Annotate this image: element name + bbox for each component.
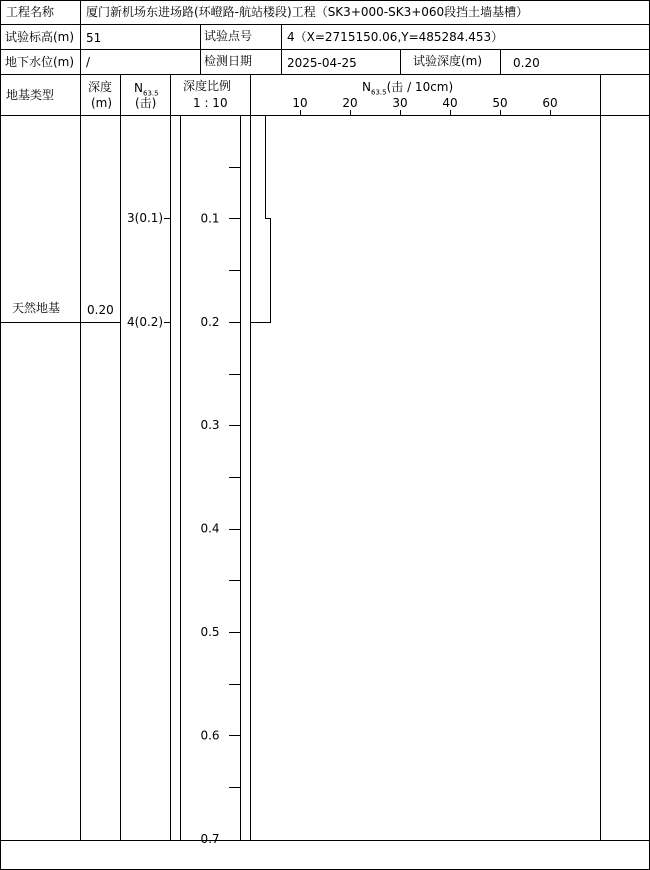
depth-scale-label: 0.2 (200, 314, 220, 329)
chart-axis-symbol: N (362, 80, 371, 94)
x-tick-label: 10 (292, 96, 308, 110)
depth-scale-label: 0.1 (200, 211, 220, 226)
project-name-value: 厦门新机场东进场路(环嶝路-航站楼段)工程（SK3+000-SK3+060段挡土墙基槽） (86, 5, 529, 19)
blow-count-subscript: 63.5 (142, 89, 159, 98)
groundwater-label: 地下水位(m) (5, 55, 75, 69)
x-tick-label: 20 (342, 96, 358, 110)
test-elevation-label: 试验标高(m) (5, 30, 75, 44)
blow-count-value: 3(0.1) (127, 211, 164, 226)
test-date-value: 2025-04-25 (287, 56, 357, 70)
depth-scale-label: 0.7 (200, 831, 220, 846)
depth-scale-label: 0.5 (200, 625, 220, 639)
x-tick-label: 40 (442, 96, 458, 110)
test-point-value: 4（X=2715150.06,Y=485284.453） (287, 30, 504, 44)
blow-count-unit: (击) (135, 96, 157, 110)
chart-axis-title (362, 80, 453, 99)
depth-scale-header-line1: 深度比例 (183, 79, 232, 93)
depth-scale-label: 0.4 (200, 521, 220, 536)
chart-axis-subscript: 63.5 (370, 88, 387, 97)
chart-axis-unit: (击 / 10cm) (386, 80, 454, 94)
layer-bottom-depth: 0.20 (87, 303, 114, 317)
depth-scale-label: 0.3 (200, 418, 220, 433)
soil-layer-name: 天然地基 (12, 301, 61, 315)
blow-count-value: 4(0.2) (127, 314, 164, 329)
soil-type-header: 地基类型 (6, 88, 55, 102)
test-depth-value: 0.20 (513, 56, 540, 70)
test-depth-label: 试验深度(m) (413, 54, 483, 68)
depth-scale-header-line2: 1 : 10 (193, 96, 228, 110)
depth-header-line1: 深度 (88, 80, 113, 94)
depth-scale-label: 0.6 (200, 728, 220, 743)
blow-count-symbol: N (134, 81, 143, 95)
groundwater-value: / (86, 55, 91, 69)
blow-count-step-curve (251, 116, 271, 323)
depth-header-line2: (m) (91, 96, 113, 110)
test-elevation-value: 51 (86, 31, 102, 45)
test-date-label: 检测日期 (204, 54, 253, 68)
x-tick-label: 50 (492, 96, 508, 110)
project-name-label: 工程名称 (6, 5, 55, 19)
x-tick-label: 30 (392, 96, 408, 110)
x-tick-label: 60 (542, 96, 558, 110)
test-point-label: 试验点号 (204, 29, 253, 43)
